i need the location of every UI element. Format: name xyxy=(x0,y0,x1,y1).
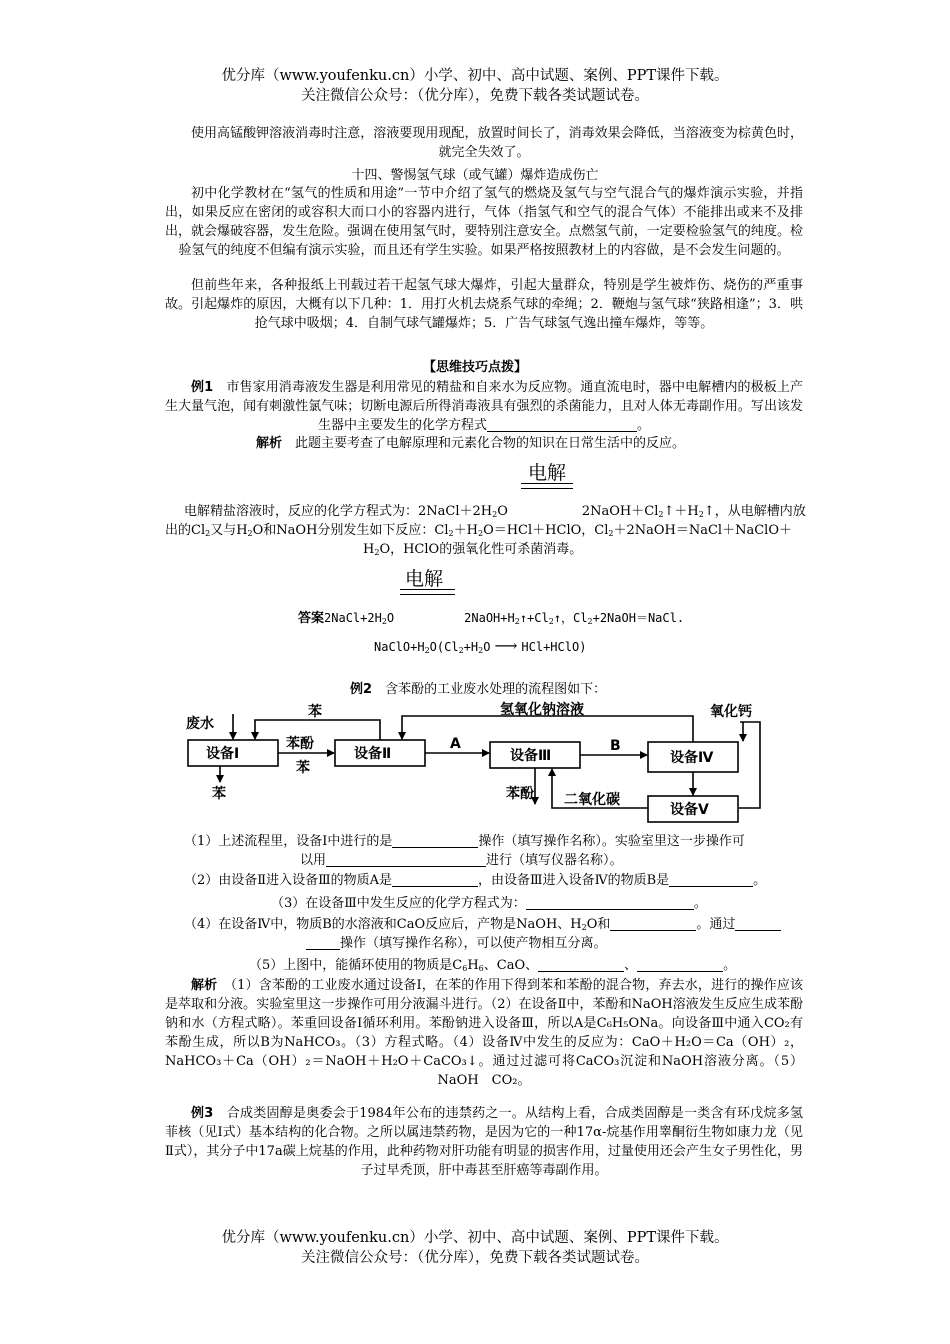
q-part: 。 xyxy=(693,896,707,911)
example2-analysis-label: 解析 xyxy=(191,978,218,993)
example3-text: 合成类固醇是奥委会于1984年公布的违禁药之一。从结构上看，合成类固醇是一类含有环戊烷多氢菲核（见Ⅰ式）基本结构的化合物。之所以属违禁药物，是因为它的一种17α-烷基作用睾酮衍生物如康力龙（见Ⅱ式），其分子中17a碳上烷基的作用，此种药物对肝功能有明显的损害作用，过量使用还会产生女子男性化，男子过早秃顶，肝中毒甚至肝癌等毒副作用。 xyxy=(165,1106,803,1178)
sub: 2 xyxy=(492,510,498,519)
label-device-4: 设备Ⅳ xyxy=(670,750,714,766)
naoh-recycle-arrow xyxy=(402,716,693,742)
sub-o: O xyxy=(497,504,508,519)
label-device-5: 设备Ⅴ xyxy=(670,802,709,818)
ans-part: O xyxy=(483,640,491,654)
sub: 2 xyxy=(247,529,253,538)
sub: 2 xyxy=(374,548,380,557)
sub: 2 xyxy=(458,646,464,655)
q-part: 。 xyxy=(723,958,737,973)
example2-question-1b xyxy=(300,851,623,870)
eq-part: ↑＋H xyxy=(663,504,699,519)
example1-question xyxy=(165,378,803,435)
sub: 2 xyxy=(698,510,704,519)
example1-analysis-label: 解析 xyxy=(256,436,283,451)
example2-analysis-text: （1）含苯酚的工业废水通过设备Ⅰ，在苯的作用下得到苯和苯酚的混合物，弃去水，进行的操作应该是萃取和分液。实验室里这一步操作可用分液漏斗进行。（2）在设备Ⅱ中，苯酚和NaOH溶液发生反应生成苯酚钠和水（方程式略）。苯重回设备Ⅰ循环利用。苯酚钠进入设备Ⅲ，所以A是C₆H₅ONa。向设备Ⅲ中通入CO₂有苯酚生成，所以B为NaHCO₃。（3）方程式略。（4）设备Ⅳ中发生的反应为：CaO＋H₂O＝Ca（OH）₂，NaHCO₃＋Ca（OH）₂＝NaOH＋H₂O＋CaCO₃↓。通过过滤可将CaCO₃沉淀和NaOH溶液分离。（5）NaOH CO₂。 xyxy=(165,978,803,1088)
q-part: O和 xyxy=(586,917,611,932)
cao-line xyxy=(739,722,760,808)
example1-equation-line-3 xyxy=(363,540,582,559)
example2-question-5 xyxy=(249,956,736,975)
sub: 2 xyxy=(381,617,387,626)
q-part: 以用 xyxy=(300,853,327,868)
example2-question-2 xyxy=(184,871,766,890)
q-part: 、 xyxy=(624,958,638,973)
q2-blank-1[interactable] xyxy=(392,872,478,887)
sub: 2 xyxy=(514,617,520,626)
q4-blank-1[interactable] xyxy=(610,916,696,931)
example2-question-4a xyxy=(184,915,781,934)
section14-paragraph-2 xyxy=(165,276,803,333)
section14-title: 十四、警惕氢气球（或气罐）爆炸造成伤亡 xyxy=(351,168,599,183)
tips-heading: 【思维技巧点拨】 xyxy=(422,360,527,375)
eq-part: 出的Cl xyxy=(165,523,206,538)
label-phenol: 苯酚 xyxy=(286,736,314,752)
q-part: （4）在设备Ⅳ中，物质B的水溶液和CaO反应后，产物是NaOH、H xyxy=(184,917,582,932)
ans-part: O xyxy=(386,611,395,625)
footer-line-2: 关注微信公众号：（优分库），免费下载各类试题试卷。 xyxy=(301,1250,649,1266)
example2-label: 例2 xyxy=(350,682,373,697)
example1-text: 市售家用消毒液发生器是利用常见的精盐和自来水为反应物。通直流电时，器中电解槽内的极板上产生大量气泡，闻有刺激性氯气味；切断电源后所得消毒液具有强烈的杀菌能力，且对人体无毒副作用。写出该发生器中主要发生的化学方程式 xyxy=(165,380,803,433)
section14-paragraph-1 xyxy=(165,184,803,260)
ans-part: ↑+Cl xyxy=(519,611,549,625)
q-part: ，由设备Ⅲ进入设备Ⅳ的物质B是 xyxy=(478,873,670,888)
label-cao: 氧化钙 xyxy=(710,704,752,720)
q-part: （2）由设备Ⅱ进入设备Ⅲ的物质A是 xyxy=(184,873,393,888)
label-benzene-top: 苯 xyxy=(308,704,322,720)
eq-part: ＋H xyxy=(453,523,478,538)
sub: 2 xyxy=(424,646,430,655)
q5-blank-1[interactable] xyxy=(538,957,624,972)
example1-analysis-text: 此题主要考查了电解原理和元素化合物的知识在日常生活中的反应。 xyxy=(295,436,686,451)
sub: 2 xyxy=(205,529,211,538)
section14-p2-text: 但前些年来，各种报纸上刊载过若干起氢气球大爆炸，引起大量群众，特别是学生被炸伤、烧伤的严重事故。引起爆炸的原因，大概有以下几种：1．用打火机去烧系气球的牵绳；2．鞭炮与氢气球“狭路相逢”；3．哄抢气球中吸烟；4．自制气球气罐爆炸；5．广告气球氢气逸出撞车爆炸，等等。 xyxy=(165,278,803,331)
example3-paragraph xyxy=(165,1104,803,1180)
eq-part: O＝HCl＋HClO，Cl xyxy=(483,523,609,538)
label-benzene: 苯 xyxy=(296,760,310,776)
section14-p1-text: 初中化学教材在“氢气的性质和用途”一节中介绍了氢气的燃烧及氢气与空气混合气的爆炸演示实验，并指出，如果反应在密闭的或容积大而口小的容器内进行，气体（指氢气和空气的混合气体）不能排出或来不及排出，就会爆破容器，发生危险。强调在使用氢气时，要特别注意安全。点燃氢气前，一定要检验氢气的纯度。检验氢气的纯度不但编有演示实验，而且还有学生实验。如果严格按照教材上的内容做，是不会发生问题的。 xyxy=(165,186,803,258)
sub: 2 xyxy=(477,529,484,538)
ans-part: 2NaCl+2H xyxy=(324,611,382,625)
sub: 2 xyxy=(581,923,587,932)
header-line-1: 优分库（www.youfenku.cn）小学、初中、高中试题、案例、PPT课件下载。 xyxy=(221,68,729,84)
footer-line-1: 优分库（www.youfenku.cn）小学、初中、高中试题、案例、PPT课件下载。 xyxy=(221,1230,729,1246)
eq-part: 又与H xyxy=(210,523,248,538)
example2-intro-text: 含苯酚的工业废水处理的流程图如下： xyxy=(385,682,607,697)
q1-blank-1[interactable] xyxy=(392,833,478,848)
eq-part: O和NaOH分别发生如下反应：Cl xyxy=(252,523,449,538)
q3-blank[interactable] xyxy=(526,895,694,910)
sub: 2 xyxy=(478,646,484,655)
example1-analysis xyxy=(256,434,685,453)
example3-label: 例3 xyxy=(191,1106,214,1121)
electrolysis-condition-2: 电解 xyxy=(405,568,444,590)
sub: 2 xyxy=(548,617,554,626)
eq-part: 2NaOH＋Cl xyxy=(581,504,659,519)
label-phenol-out: 苯酚 xyxy=(506,786,534,802)
label-device-1: 设备Ⅰ xyxy=(206,746,240,762)
electrolysis-condition-1: 电解 xyxy=(528,462,567,484)
header-line-2: 关注微信公众号：（优分库），免费下载各类试题试卷。 xyxy=(301,88,649,104)
q4-blank-2a[interactable] xyxy=(735,916,781,931)
example2-intro xyxy=(350,680,606,699)
right-arrow-icon: ⟶ xyxy=(494,636,518,655)
example1-equation-line-1 xyxy=(184,502,806,521)
section13-text: 使用高锰酸钾溶液消毒时注意，溶液要现用现配，放置时间长了，消毒效果会降低，当溶液变为棕黄色时，就完全失效了。 xyxy=(191,126,803,160)
example1-answer-line-1 xyxy=(298,609,684,628)
q-part: 进行（填写仪器名称）。 xyxy=(486,853,623,868)
q-part: （3）在设备Ⅲ中发生反应的化学方程式为： xyxy=(271,896,526,911)
example2-question-1a xyxy=(184,832,745,851)
ans-part: +2NaOH＝NaCl. xyxy=(592,611,685,625)
example1-blank[interactable] xyxy=(487,417,637,432)
sub: 2 xyxy=(587,617,593,626)
label-waste-water: 废水 xyxy=(186,716,214,732)
q-part: 。 xyxy=(753,873,767,888)
q5-blank-2[interactable] xyxy=(637,957,723,972)
ans-part: ↑，Cl xyxy=(553,611,588,625)
ans-part: O(Cl xyxy=(429,640,459,654)
flow-diagram xyxy=(180,700,780,828)
section13-paragraph xyxy=(165,124,803,162)
example2-question-3 xyxy=(271,894,707,913)
sub: 2 xyxy=(658,510,664,519)
example1-equation-line-2 xyxy=(165,521,792,540)
example1-end: 。 xyxy=(637,418,651,433)
q1-blank-2[interactable] xyxy=(326,852,486,867)
reaction-arrow-2 xyxy=(400,589,455,595)
reaction-arrow-1 xyxy=(521,483,573,489)
label-device-3: 设备Ⅲ xyxy=(510,748,552,764)
example1-label: 例1 xyxy=(191,380,214,395)
q-part: （5）上图中，能循环使用的物质是C xyxy=(249,958,463,973)
label-a: A xyxy=(450,736,461,752)
eq-part: ＋2NaOH＝NaCl＋NaClO＋ xyxy=(613,523,792,538)
ans-part: HCl+HClO) xyxy=(521,640,587,654)
q-part: （1）上述流程里，设备Ⅰ中进行的是 xyxy=(184,834,393,849)
ans-part: 2NaOH+H xyxy=(464,611,515,625)
example1-answer-line-2 xyxy=(374,636,586,657)
sub: 6 xyxy=(462,964,468,973)
eq-part: ↑，从电解槽内放 xyxy=(703,504,806,519)
label-naoh: 氢氧化钠溶液 xyxy=(500,702,584,718)
sub: 2 xyxy=(608,529,614,538)
label-benzene-out: 苯 xyxy=(212,786,226,802)
ans-part: NaClO+H xyxy=(374,640,425,654)
example2-question-4b xyxy=(306,934,607,953)
q4-blank-2b[interactable] xyxy=(306,935,340,950)
example2-analysis xyxy=(165,976,803,1090)
q-part: 操作（填写操作名称），可以使产物相互分离。 xyxy=(340,936,607,951)
q2-blank-2[interactable] xyxy=(669,872,753,887)
label-device-2: 设备Ⅱ xyxy=(354,746,392,762)
ans-part: +H xyxy=(463,640,479,654)
q-part: H xyxy=(467,958,479,973)
eq-part: H xyxy=(363,542,375,557)
eq-part: O，HClO的强氧化性可杀菌消毒。 xyxy=(379,542,583,557)
example1-answer-label: 答案 xyxy=(298,611,325,626)
eq-part: 电解精盐溶液时，反应的化学方程式为：2NaCl＋2H xyxy=(184,504,493,519)
q-part: 、CaO、 xyxy=(483,958,539,973)
label-b: B xyxy=(610,738,621,754)
q-part: 。通过 xyxy=(696,917,736,932)
sub: 2 xyxy=(448,529,454,538)
benzene-recycle-arrow xyxy=(255,720,380,740)
label-co2: 二氧化碳 xyxy=(564,792,620,808)
q-part: 操作（填写操作名称）。实验室里这一步操作可 xyxy=(478,834,745,849)
sub: 6 xyxy=(478,964,484,973)
